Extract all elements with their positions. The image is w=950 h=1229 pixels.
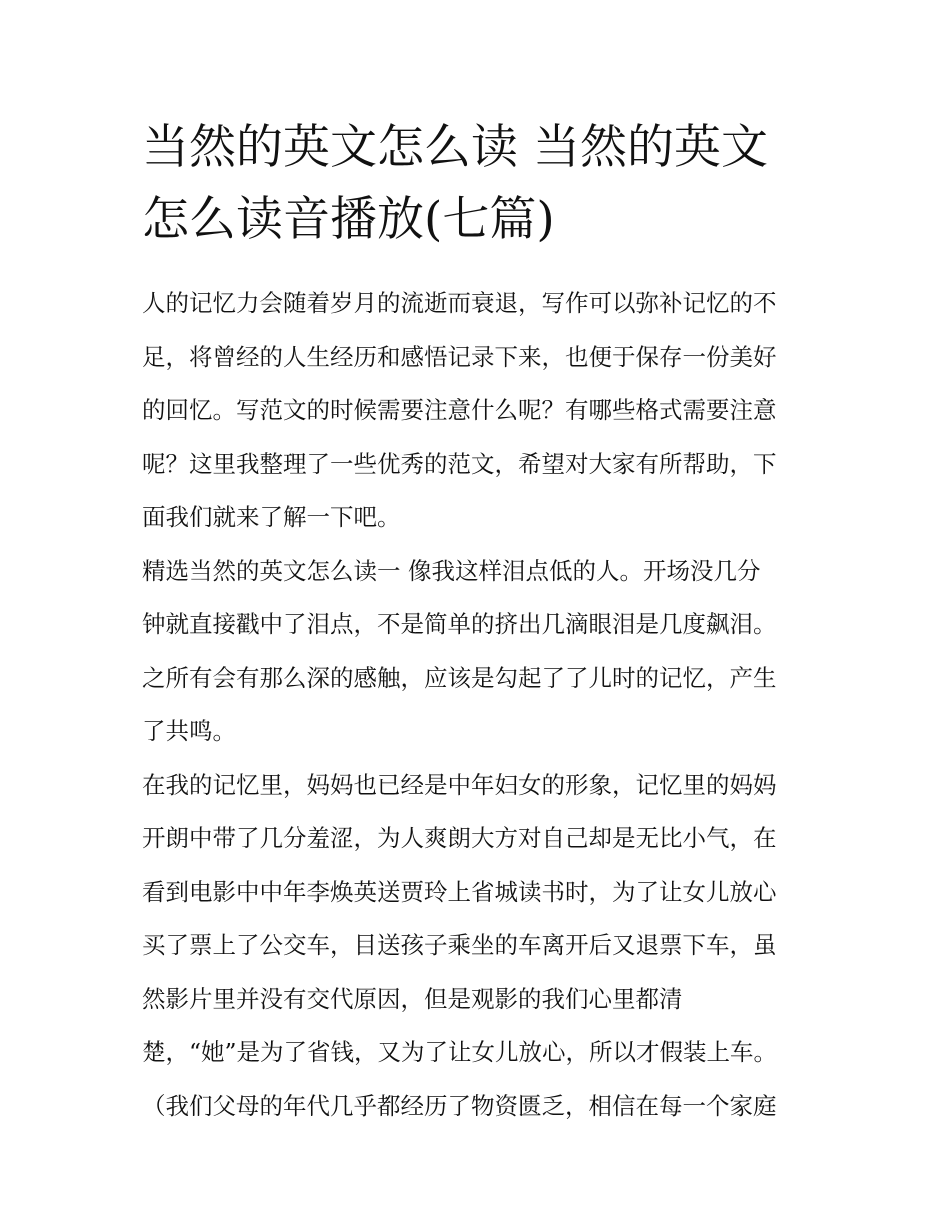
body-line: 呢？这里我整理了一些优秀的范文，希望对大家有所帮助，下 bbox=[142, 449, 777, 478]
document-body bbox=[142, 277, 832, 1133]
body-line: 面我们就来了解一下吧。 bbox=[142, 503, 401, 531]
body-line: （我们父母的年代几乎都经历了物资匮乏，相信在每一个家庭 bbox=[142, 1091, 777, 1120]
title-line: 当然的英文怎么读 当然的英文 bbox=[142, 120, 768, 175]
body-line: 开朗中带了几分羞涩，为人爽朗大方对自己却是无比小气，在 bbox=[142, 824, 777, 852]
document-title bbox=[142, 112, 822, 256]
body-line: 人的记忆力会随着岁月的流逝而衰退，写作可以弥补记忆的不 bbox=[142, 289, 777, 317]
body-line: 楚，“她”是为了省钱，又为了让女儿放心，所以才假装上车。 bbox=[142, 1038, 778, 1066]
body-line: 然影片里并没有交代原因，但是观影的我们心里都清 bbox=[142, 984, 683, 1013]
body-line: 钟就直接戳中了泪点，不是简单的挤出几滴眼泪是几度飙泪。 bbox=[142, 610, 777, 638]
body-line: 的回忆。写范文的时候需要注意什么呢？有哪些格式需要注意 bbox=[142, 396, 777, 424]
body-line: 买了票上了公交车，目送孩子乘坐的车离开后又退票下车，虽 bbox=[142, 931, 777, 959]
body-line: 精选当然的英文怎么读一 像我这样泪点低的人。开场没几分 bbox=[142, 556, 761, 585]
body-line: 了共鸣。 bbox=[142, 717, 236, 745]
body-line: 之所有会有那么深的感触，应该是勾起了了儿时的记忆，产生 bbox=[142, 663, 777, 692]
body-line: 看到电影中中年李焕英送贾玲上省城读书时，为了让女儿放心 bbox=[142, 877, 777, 906]
body-line: 足，将曾经的人生经历和感悟记录下来，也便于保存一份美好 bbox=[142, 342, 777, 371]
title-line: 怎么读音播放(七篇) bbox=[142, 192, 555, 247]
body-line: 在我的记忆里，妈妈也已经是中年妇女的形象，记忆里的妈妈 bbox=[142, 770, 777, 799]
